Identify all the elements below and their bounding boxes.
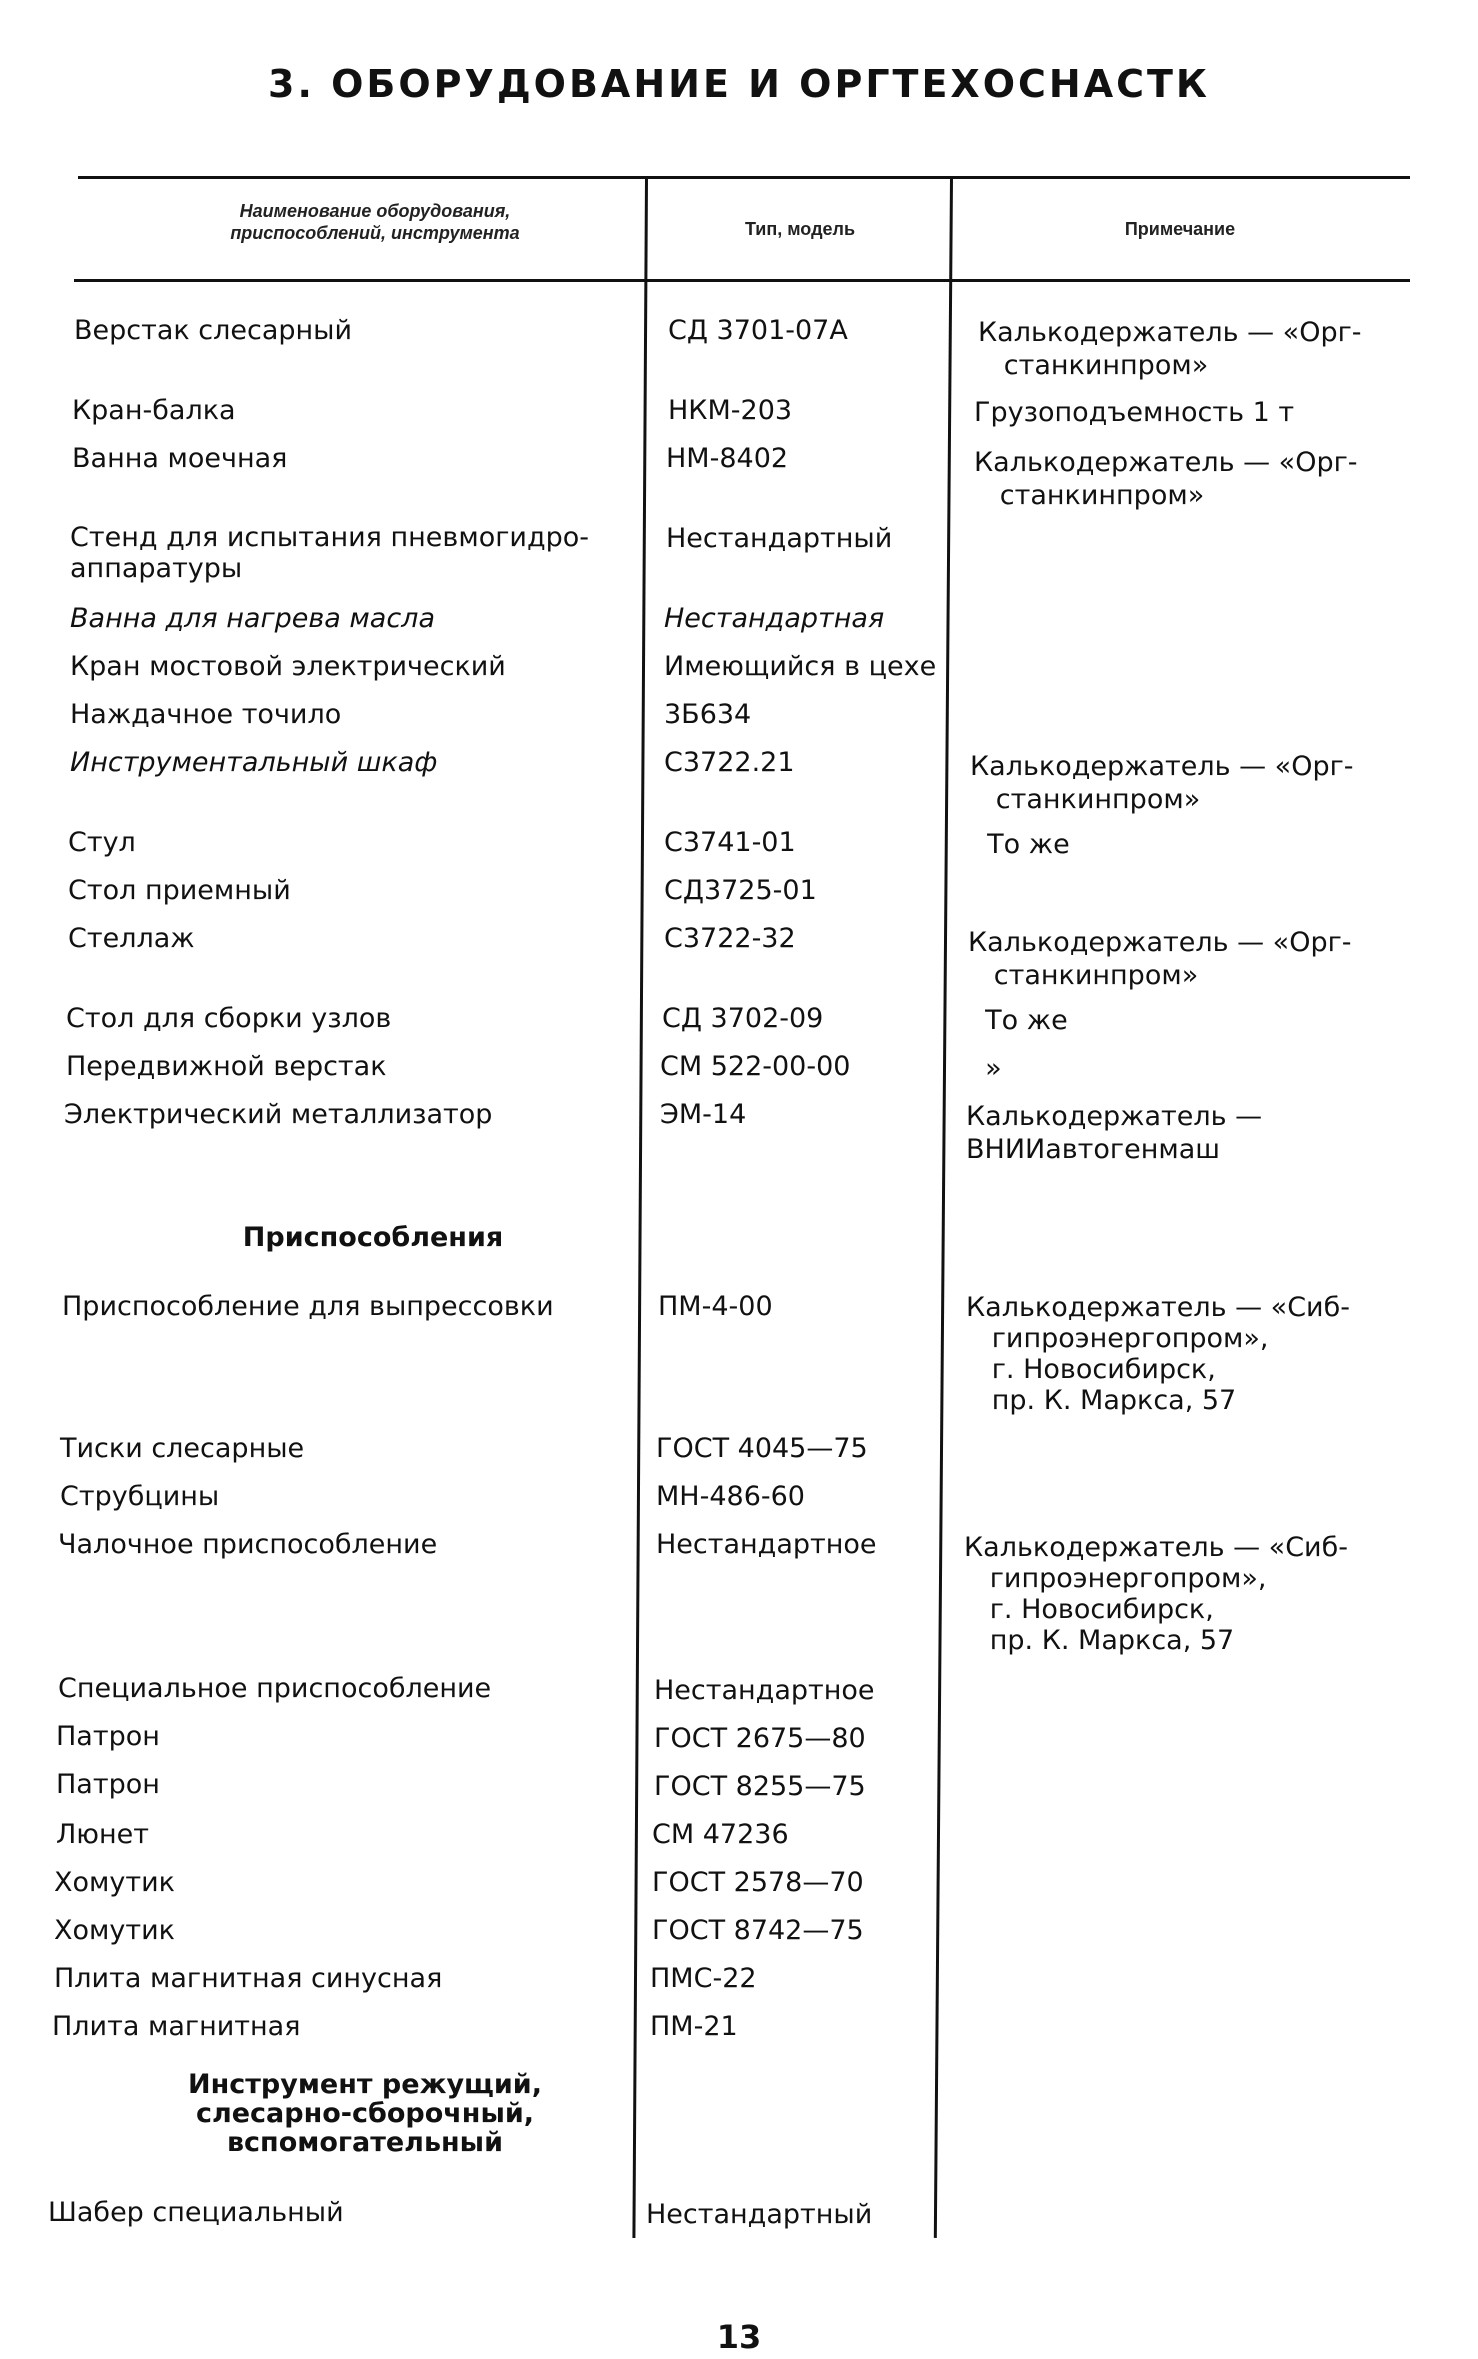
row-9-note: То же: [970, 829, 1070, 860]
fixture-2-type: ГОСТ 4045—75: [656, 1433, 868, 1464]
fixture-4-type: Нестандартное: [656, 1529, 877, 1560]
row-11-name: Стеллаж: [68, 923, 195, 954]
row-2-note: Грузоподъемность 1 т: [974, 397, 1295, 428]
row-11-type: С3722-32: [664, 923, 796, 954]
row-13-note: »: [968, 1053, 1002, 1084]
row-7-type: 3Б634: [664, 699, 752, 730]
column-divider-1: [632, 178, 648, 2238]
fixture-2-name: Тиски слесарные: [60, 1433, 305, 1464]
row-8-note: Калькодержатель — «Орг- станкинпром»: [970, 751, 1354, 815]
row-1-note: Калькодержатель — «Орг- станкинпром»: [978, 317, 1362, 381]
row-6-type: Имеющийся в цехе: [664, 651, 937, 682]
fixture-9-name: Хомутик: [54, 1867, 175, 1898]
row-1-type: СД 3701-07А: [668, 315, 848, 346]
row-8-name: Инструментальный шкаф: [70, 747, 438, 778]
fixture-1-name: Приспособление для выпрессовки: [62, 1291, 554, 1322]
fixture-5-type: Нестандартное: [654, 1675, 875, 1706]
fixture-10-name: Хомутик: [54, 1915, 175, 1946]
page-title: 3. ОБОРУДОВАНИЕ И ОРГТЕХОСНАСТК: [268, 62, 1210, 106]
row-14-note: Калькодержатель — ВНИИавтогенмаш: [966, 1101, 1263, 1165]
tool-1-name: Шабер специальный: [48, 2197, 344, 2228]
fixture-7-type: ГОСТ 8255—75: [654, 1771, 866, 1802]
row-9-type: С3741-01: [664, 827, 796, 858]
fixture-11-name: Плита магнитная синусная: [54, 1963, 443, 1994]
row-8-type: С3722.21: [664, 747, 795, 778]
fixture-11-type: ПМС-22: [650, 1963, 757, 1994]
row-14-type: ЭМ-14: [660, 1099, 747, 1130]
row-3-name: Ванна моечная: [72, 443, 288, 474]
tool-1-type: Нестандартный: [646, 2199, 873, 2230]
row-10-name: Стол приемный: [68, 875, 291, 906]
column-divider-2: [934, 178, 953, 2238]
row-1-name: Верстак слесарный: [74, 315, 353, 346]
fixture-9-type: ГОСТ 2578—70: [652, 1867, 864, 1898]
fixture-1-type: ПМ-4-00: [658, 1291, 773, 1322]
header-bottom-rule: [74, 279, 1410, 282]
section-tools-heading: Инструмент режущий, слесарно-сборочный, вспомогательный: [188, 2069, 542, 2158]
row-11-note: Калькодержатель — «Орг- станкинпром»: [968, 927, 1352, 991]
fixture-1-note: Калькодержатель — «Сиб- гипроэнергопром», г. Новосибирск, пр. К. Маркса, 57: [966, 1292, 1350, 1416]
row-12-type: СД 3702-09: [662, 1003, 824, 1034]
fixture-4-name: Чалочное приспособление: [58, 1529, 438, 1560]
header-type: Тип, модель: [744, 219, 856, 239]
row-4-name: Стенд для испытания пневмогидро- аппаратуры: [70, 522, 590, 584]
row-12-name: Стол для сборки узлов: [66, 1003, 392, 1034]
fixture-8-name: Люнет: [56, 1819, 150, 1850]
fixture-5-name: Специальное приспособление: [58, 1673, 492, 1704]
row-9-name: Стул: [68, 827, 136, 858]
row-13-type: СМ 522-00-00: [660, 1051, 851, 1082]
row-6-name: Кран мостовой электрический: [70, 651, 506, 682]
section-fixtures-heading: Приспособления: [242, 1222, 504, 1253]
row-4-type: Нестандартный: [666, 523, 893, 554]
fixture-8-type: СМ 47236: [652, 1819, 789, 1850]
fixture-6-type: ГОСТ 2675—80: [654, 1723, 866, 1754]
row-14-name: Электрический металлизатор: [64, 1099, 493, 1130]
fixture-6-name: Патрон: [56, 1721, 160, 1752]
row-7-name: Наждачное точило: [70, 699, 342, 730]
fixture-7-name: Патрон: [56, 1769, 160, 1800]
page-number: 13: [716, 2318, 762, 2356]
row-5-type: Нестандартная: [664, 603, 885, 634]
row-3-type: НМ-8402: [666, 443, 789, 474]
fixture-3-type: МН-486-60: [656, 1481, 805, 1512]
row-2-type: НКМ-203: [668, 395, 793, 426]
row-12-note: То же: [968, 1005, 1068, 1036]
row-3-note: Калькодержатель — «Орг- станкинпром»: [974, 447, 1358, 511]
fixture-3-name: Струбцины: [60, 1481, 220, 1512]
fixture-12-name: Плита магнитная: [52, 2011, 301, 2042]
fixture-10-type: ГОСТ 8742—75: [652, 1915, 864, 1946]
row-2-name: Кран-балка: [72, 395, 236, 426]
header-name: Наименование оборудования, приспособлений, инструмента: [230, 201, 520, 243]
fixture-4-note: Калькодержатель — «Сиб- гипроэнергопром», г. Новосибирск, пр. К. Маркса, 57: [964, 1532, 1348, 1656]
table-top-rule: [78, 176, 1410, 179]
row-13-name: Передвижной верстак: [66, 1051, 387, 1082]
header-note: Примечание: [1124, 219, 1236, 239]
fixture-12-type: ПМ-21: [650, 2011, 738, 2042]
row-5-name: Ванна для нагрева масла: [70, 603, 435, 634]
row-10-type: СД3725-01: [664, 875, 817, 906]
